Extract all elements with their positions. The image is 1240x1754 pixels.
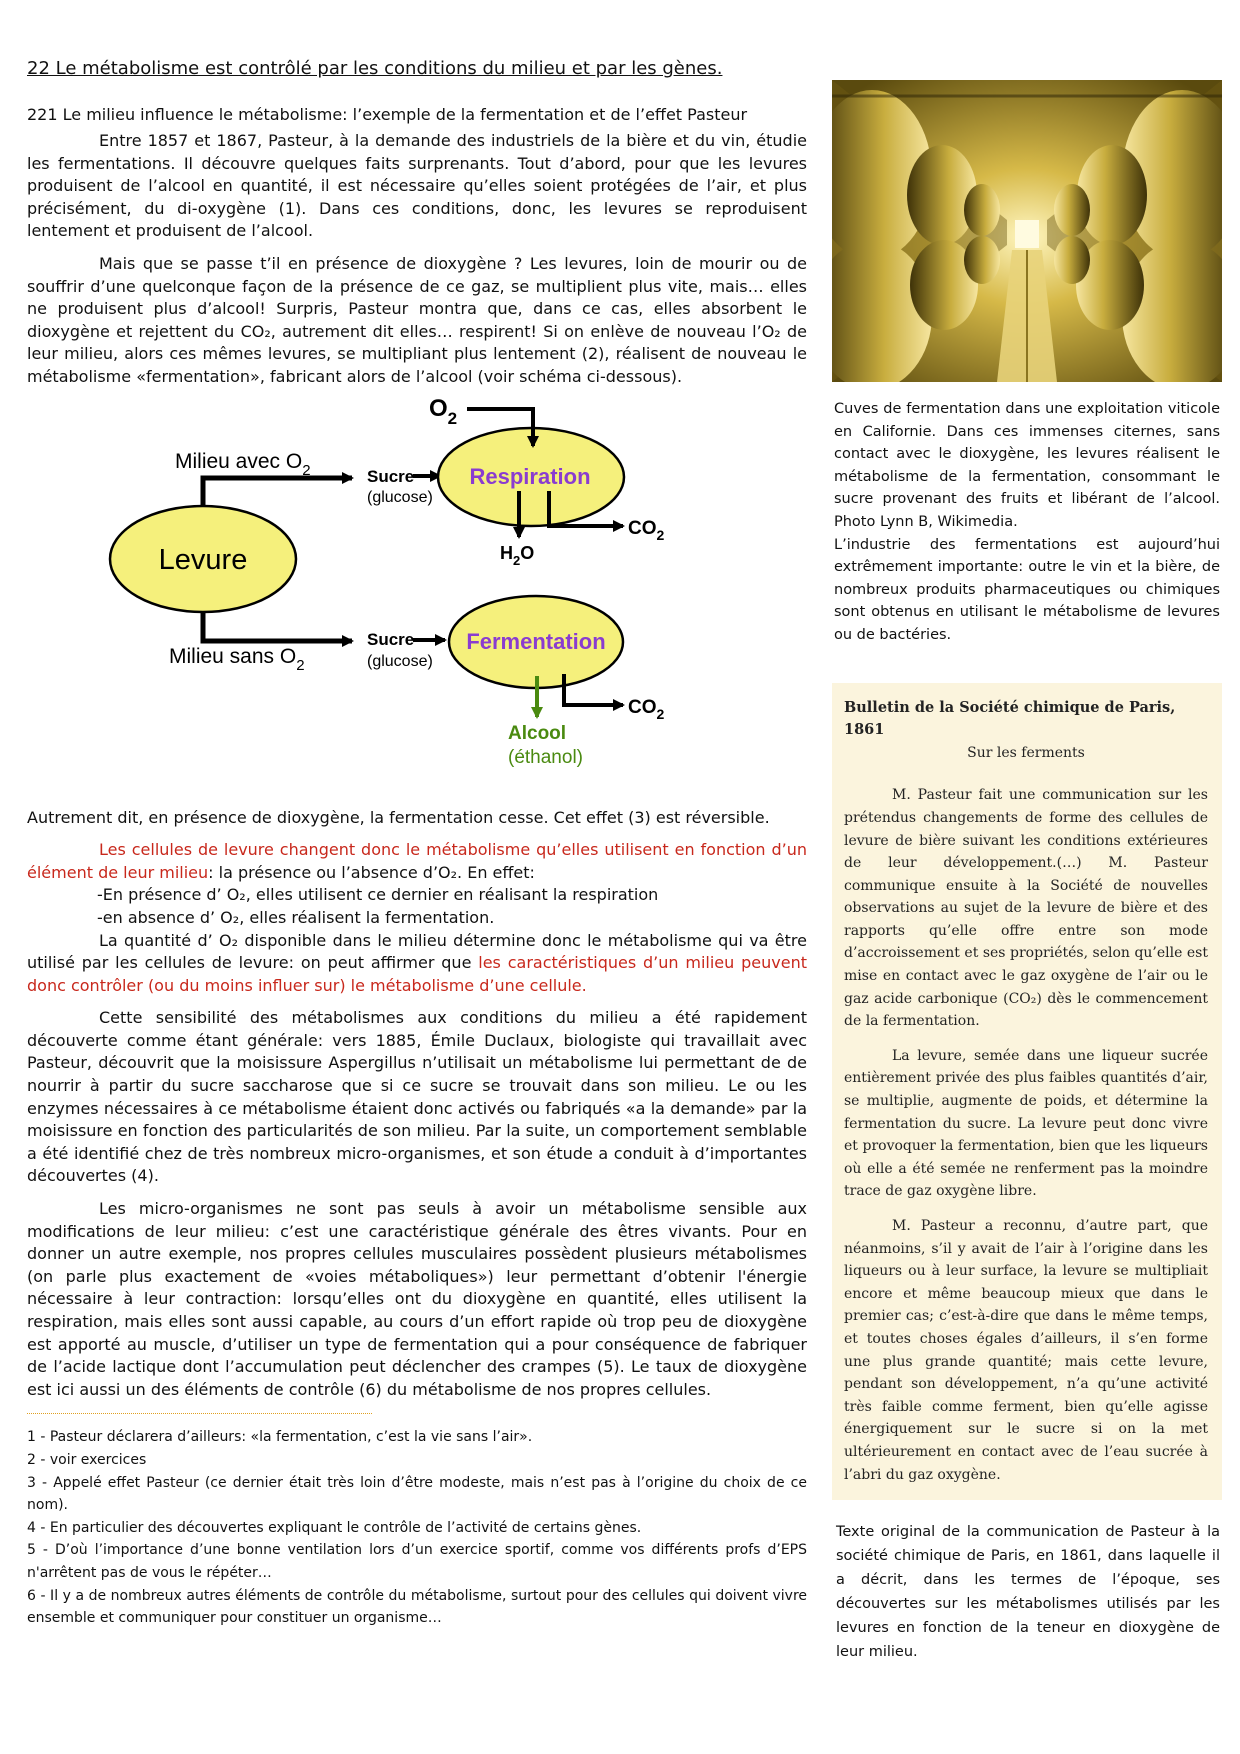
paragraph-1: Entre 1857 et 1867, Pasteur, à la demande des industriels de la bière et du vin, étudie les fermentations. Il découvre quelques faits surprenants. Tout d’abord, pour que les levures produisent de l’alcool en quantité, il est nécessaire qu’elles soient protégées de l’air, et plus précisément, du di-oxygène (1). Dans ces conditions, donc, les levures se reproduisent lentement et produisent de l’alcool. [27, 131, 807, 241]
bulletin-box [832, 683, 1222, 1501]
co2-label-1: $CO_2$ [628, 517, 665, 543]
glucose-label-2: (glucose) [367, 652, 433, 670]
paragraph-3: Autrement dit, en présence de dioxygène, la fermentation cesse. Cet effet (3) est réversible. [27, 807, 770, 827]
paragraph-5-highlight: les caractéristiques d’un milieu peuvent donc contrôler (ou du moins influer sur) le métabolisme d’une cellule. [27, 953, 807, 995]
paragraph-5 [27, 930, 807, 998]
footnote-1: 1 - Pasteur déclarera d’ailleurs: «la fermentation, c’est la vie sans l’air». [27, 1429, 533, 1446]
industry-note: L’industrie des fermentations est aujourd’hui extrêmement importante: outre le vin et la bière, de nombreux produits pharmaceutiques ou chimiques sont obtenus en utilisant le métabolisme de levures ou de bactéries. [834, 536, 1220, 643]
sucre-label-1: Sucre [367, 466, 415, 486]
main-column [27, 56, 807, 1630]
milieu-sans-label: Milieu sans $O_2$ [169, 644, 305, 674]
co2-label-2: $CO_2$ [628, 696, 665, 722]
bulletin-paragraph-3: M. Pasteur a reconnu, d’autre part, que néanmoins, s’il y avait de l’air à l’origine dans les liqueurs ou à leur surface, la levure se multipliait encore et même beaucoup mieux que dans le premier cas; c’est-à-dire que dans le même temps, et toutes choses égales d’ailleurs, il s’en forme une plus grande quantité; mais cette levure, pendant son développement, n’a qu’une activité très faible comme ferment, bien qu’elle agisse énergiquement sur le sucre si on la met ultérieurement en contact avec de l’eau sucrée à l’abri du gaz oxygène. [844, 1218, 1208, 1483]
paragraph-2: Mais que se passe t’il en présence de dioxygène ? Les levures, loin de mourir ou de souffrir d’une quelconque façon de la présence de ce gaz, se multiplient plus vite, mais… elles ne produisent plus d’alcool! Surpris, Pasteur montra que, dans ce cas, elles absorbent le dioxygène et rejettent du CO₂, autrement dit elles… respirent! Si on enlève de nouveau l’O₂ de leur milieu, alors ces mêmes levures, se multipliant plus lentement (2), réalisent de nouveau le métabolisme «fermentation», fabricant alors de l’alcool (voir schéma ci-dessous). [27, 253, 807, 386]
footnote-5: 5 - D’où l’importance d’une bonne ventilation lors d’un exercice sportif, comme vos différents profs d’EPS n'arrêtent pas de vous le répéter… [27, 1542, 807, 1581]
paragraph-4-highlight: Les cellules de levure changent donc le métabolisme qu’elles utilisent en fonction d’un élément de leur milieu [27, 840, 807, 882]
footnote-separator [27, 1413, 372, 1414]
fermentation-label: Fermentation [466, 628, 606, 654]
paragraph-6: Cette sensibilité des métabolismes aux conditions du milieu a été rapidement découverte comme étant générale: vers 1885, Émile Duclaux, biologiste qui travaillait avec Pasteur, découvrit que la moisissure Aspergillus n’utilisait un métabolisme lui permettant de de nourrir à partir du sucre saccharose que si ce sucre se trouvait dans son milieu. Le ou les enzymes nécessaires à ce métabolisme étaient donc activés ou fabriqués «a la demande» par la moisissure en fonction des particularités de son milieu. Par la suite, un comportement semblable a été identifié chez de très nombreux micro-organismes, et son étude a conduit à d’importantes découvertes (4). [27, 1008, 807, 1186]
paragraph-4 [27, 839, 807, 884]
alcool-label: Alcool [508, 722, 567, 744]
page-title: 22 Le métabolisme est contrôlé par les conditions du milieu et par les gènes. [27, 58, 723, 79]
glucose-label-1: (glucose) [367, 488, 433, 506]
o2-top-label: $O_2$ [429, 394, 458, 428]
paragraph-7: Les micro-organismes ne sont pas seuls à avoir un métabolisme sensible aux modifications de leur milieu: c’est une caractéristique générale des êtres vivants. Pour en donner un autre exemple, nos propres cellules musculaires possèdent plusieurs métabolismes (on parle plus exactement de «voies métaboliques») leur permettant d’obtenir l'énergie nécessaire à leur contraction: lorsqu’elles ont du dioxygène en quantité, elles utilisent la respiration, mais elles sont aussi capable, au cours d’un effort rapide où trop peu de dioxygène est apporté au muscle, d’utiliser un type de fermentation qui a pour conséquence de fabriquer de l’acide lactique dont l’accumulation peut déclencher des crampes (5). Le taux de dioxygène est ici aussi un des éléments de contrôle (6) du métabolisme de nos propres cellules. [27, 1199, 807, 1399]
metabolism-diagram [27, 391, 807, 803]
h2o-label: $H_2O$ [500, 542, 535, 568]
footnote-2: 2 - voir exercices [27, 1451, 147, 1468]
ethanol-label: (éthanol) [508, 746, 583, 768]
paragraph-4-rest: : la présence ou l’absence d’O₂. En effet: [208, 862, 535, 882]
source-note: Texte original de la communication de Pasteur à la société chimique de Paris, en 1861, dans laquelle il a décrit, dans les termes de l’époque, ses découvertes sur les métabolismes utilisés par les levures en fonction de la teneur en dioxygène de leur milieu. [836, 1524, 1220, 1661]
bulletin-paragraph-2: La levure, semée dans une liqueur sucrée entièrement privée des plus faibles quantités d’air, se multiplie, augmente de poids, et détermine la fermentation du sucre. La levure peut donc vivre et provoquer la fermentation, bien que les liqueurs où elle a été semée ne renferment pas la moindre trace de gaz oxygène libre. [844, 1047, 1208, 1200]
bulletin-title: Bulletin de la Société chimique de Paris, 1861 [844, 698, 1176, 739]
footnote-4: 4 - En particulier des découvertes expliquant le contrôle de l’activité de certains gènes. [27, 1519, 642, 1536]
footnote-3: 3 - Appelé effet Pasteur (ce dernier était très loin d’être modeste, mais n’est pas à l’origine du choix de ce nom). [27, 1474, 807, 1514]
fermentation-tanks-photo [832, 80, 1222, 382]
photo-caption: Cuves de fermentation dans une exploitation viticole en Californie. Dans ces immenses citernes, sans contact avec le dioxygène, les levures réalisent le métabolisme de la fermentation, consommant le sucre provenant des fruits et libérant de l’alcool. Photo Lynn B, Wikimedia. [834, 401, 1220, 530]
section-subtitle: 221 Le milieu influence le métabolisme: l’exemple de la fermentation et de l’effet Pasteur [27, 105, 748, 124]
levure-label: Levure [158, 543, 248, 576]
arrow-milieu-avec [203, 478, 352, 506]
respiration-label: Respiration [469, 463, 591, 489]
bulletin-subtitle: Sur les ferments [967, 744, 1085, 761]
arrow-milieu-sans [203, 612, 352, 641]
footnotes [27, 1426, 807, 1629]
paragraph-5-text: La quantité d’ O₂ disponible dans le milieu détermine donc le métabolisme qui va être utilisé par les cellules de levure: on peut affirmer que [27, 930, 807, 973]
footnote-6: 6 - Il y a de nombreux autres éléments de contrôle du métabolisme, surtout pour des cellules qui doivent vivre ensemble et communiquer pour constituer un organisme… [27, 1587, 807, 1627]
list-item-respiration: -En présence d’ O₂, elles utilisent ce dernier en réalisant la respiration [97, 885, 659, 905]
sucre-label-2: Sucre [367, 629, 415, 649]
list-item-fermentation: -en absence d’ O₂, elles réalisent la fermentation. [97, 907, 495, 927]
sidebar-column [832, 80, 1222, 1664]
milieu-avec-label: Milieu avec $O_2$ [175, 449, 311, 479]
bulletin-paragraph-1: M. Pasteur fait une communication sur les prétendus changements de forme des cellules de levure de bière suivant les conditions extérieures de leur développement.(…) M. Pasteur communique ensuite à la Société de nouvelles observations au sujet de la levure de bière et des rapports qu’elle offre entre son mode d’accroissement et ses propriétés, selon qu’elle est mise en contact avec le gaz oxygène de l’air ou le gaz acide carbonique (CO₂) dès le commencement de la fermentation. [844, 787, 1208, 1030]
